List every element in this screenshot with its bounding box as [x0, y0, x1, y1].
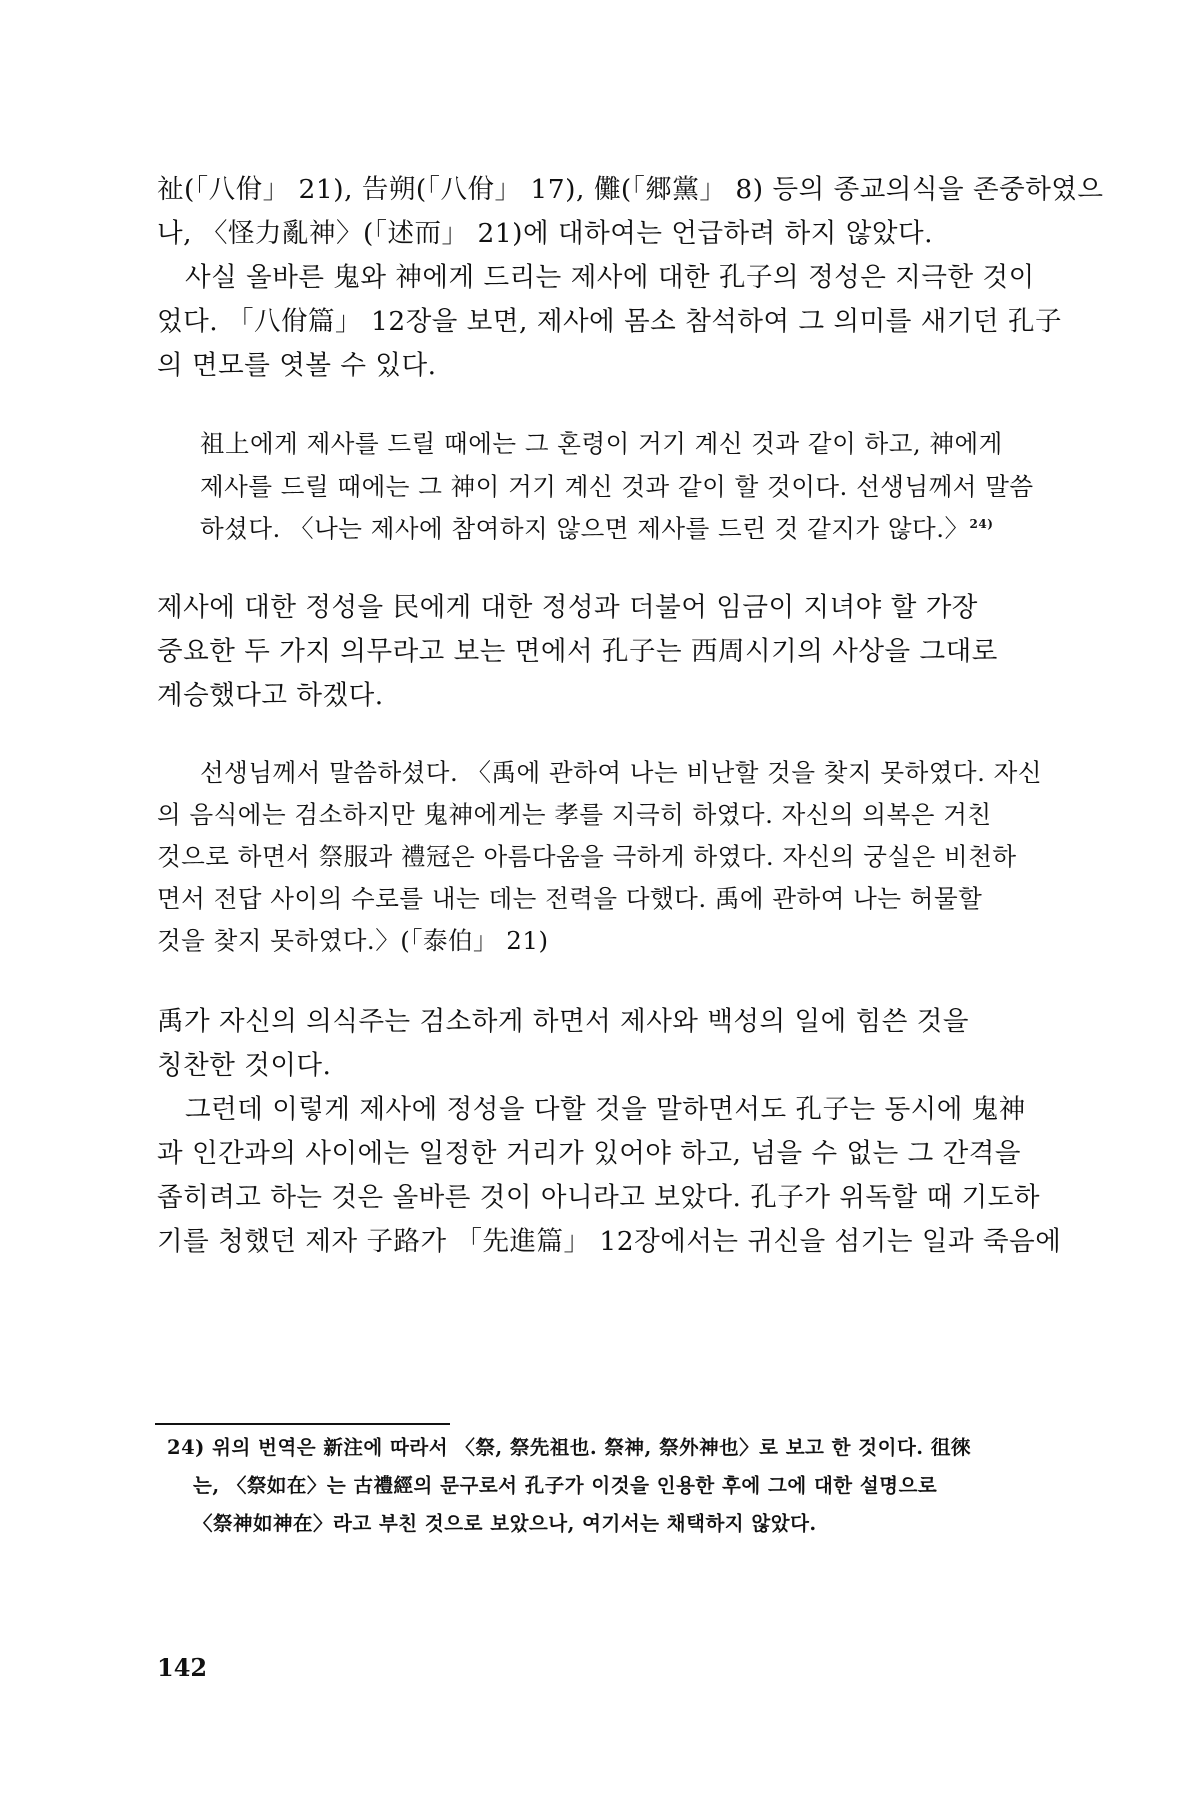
quote-1-line-1: 祖上에게 제사를 드릴 때에는 그 혼령이 거기 계신 것과 같이 하고, 神에게	[200, 429, 1003, 458]
quote-2-line-1: 선생님께서 말씀하셨다. 〈禹에 관하여 나는 비난할 것을 찾지 못하였다. 자신	[200, 758, 1043, 787]
quote-2-line-3: 것으로 하면서 祭服과 禮冠은 아름다움을 극하게 하였다. 자신의 궁실은 비천하	[157, 842, 1017, 871]
footnote-24-line-1: 24) 위의 번역은 新注에 따라서 〈祭, 祭先祖也. 祭神, 祭外神也〉로 보고 한 것이다. 徂徠	[167, 1436, 971, 1459]
page-number: 142	[157, 1653, 208, 1682]
paragraph-4-line-1: 禹가 자신의 의식주는 검소하게 하면서 제사와 백성의 일에 힘쓴 것을	[157, 1006, 969, 1037]
quote-2-line-2: 의 음식에는 검소하지만 鬼神에게는 孝를 지극히 하였다. 자신의 의복은 거친	[157, 800, 992, 829]
quote-2-line-5: 것을 찾지 못하였다.〉(「泰伯」 21)	[157, 926, 549, 955]
footnote-reference-24: 24)	[969, 516, 994, 531]
footnote-24-line-3: 〈祭神如神在〉라고 부친 것으로 보았으나, 여기서는 채택하지 않았다.	[193, 1512, 817, 1535]
quote-2-line-4: 면서 전답 사이의 수로를 내는 데는 전력을 다했다. 禹에 관하여 나는 허물할	[157, 884, 983, 913]
paragraph-3-line-2: 중요한 두 가지 의무라고 보는 면에서 孔子는 西周시기의 사상을 그대로	[157, 636, 998, 667]
paragraph-2-line-2: 었다. 「八佾篇」 12장을 보면, 제사에 몸소 참석하여 그 의미를 새기던 孔子	[157, 306, 1062, 337]
paragraph-2-line-1: 사실 올바른 鬼와 神에게 드리는 제사에 대한 孔子의 정성은 지극한 것이	[185, 262, 1035, 293]
footnote-divider	[155, 1423, 450, 1425]
quote-1-line-3-text: 하셨다. 〈나는 제사에 참여하지 않으면 제사를 드린 것 같지가 않다.〉	[200, 514, 970, 543]
paragraph-2-line-3: 의 면모를 엿볼 수 있다.	[157, 350, 437, 381]
paragraph-4-line-2: 칭찬한 것이다.	[157, 1050, 332, 1081]
paragraph-3-line-1: 제사에 대한 정성을 民에게 대한 정성과 더불어 임금이 지녀야 할 가장	[157, 592, 978, 623]
quote-1-line-3	[200, 514, 994, 543]
paragraph-5-line-1: 그런데 이렇게 제사에 정성을 다할 것을 말하면서도 孔子는 동시에 鬼神	[185, 1094, 1026, 1125]
paragraph-5-line-4: 기를 청했던 제자 子路가 「先進篇」 12장에서는 귀신을 섬기는 일과 죽음에	[157, 1226, 1062, 1257]
paragraph-5-line-2: 과 인간과의 사이에는 일정한 거리가 있어야 하고, 넘을 수 없는 그 간격을	[157, 1138, 1021, 1169]
paragraph-3-line-3: 계승했다고 하겠다.	[157, 680, 384, 711]
paragraph-1-line-2: 나, 〈怪力亂神〉(「述而」 21)에 대하여는 언급하려 하지 않았다.	[157, 218, 934, 249]
paragraph-5-line-3: 좁히려고 하는 것은 올바른 것이 아니라고 보았다. 孔子가 위독할 때 기도하	[157, 1182, 1040, 1213]
footnote-24-line-2: 는, 〈祭如在〉는 古禮經의 문구로서 孔子가 이것을 인용한 후에 그에 대한 설명으로	[193, 1474, 938, 1497]
quote-1-line-2: 제사를 드릴 때에는 그 神이 거기 계신 것과 같이 할 것이다. 선생님께서 말씀	[200, 472, 1034, 501]
paragraph-1-line-1: 祉(「八佾」 21), 告朔(「八佾」 17), 儺(「郷黨」 8) 등의 종교의식을 존중하였으	[157, 174, 1104, 205]
